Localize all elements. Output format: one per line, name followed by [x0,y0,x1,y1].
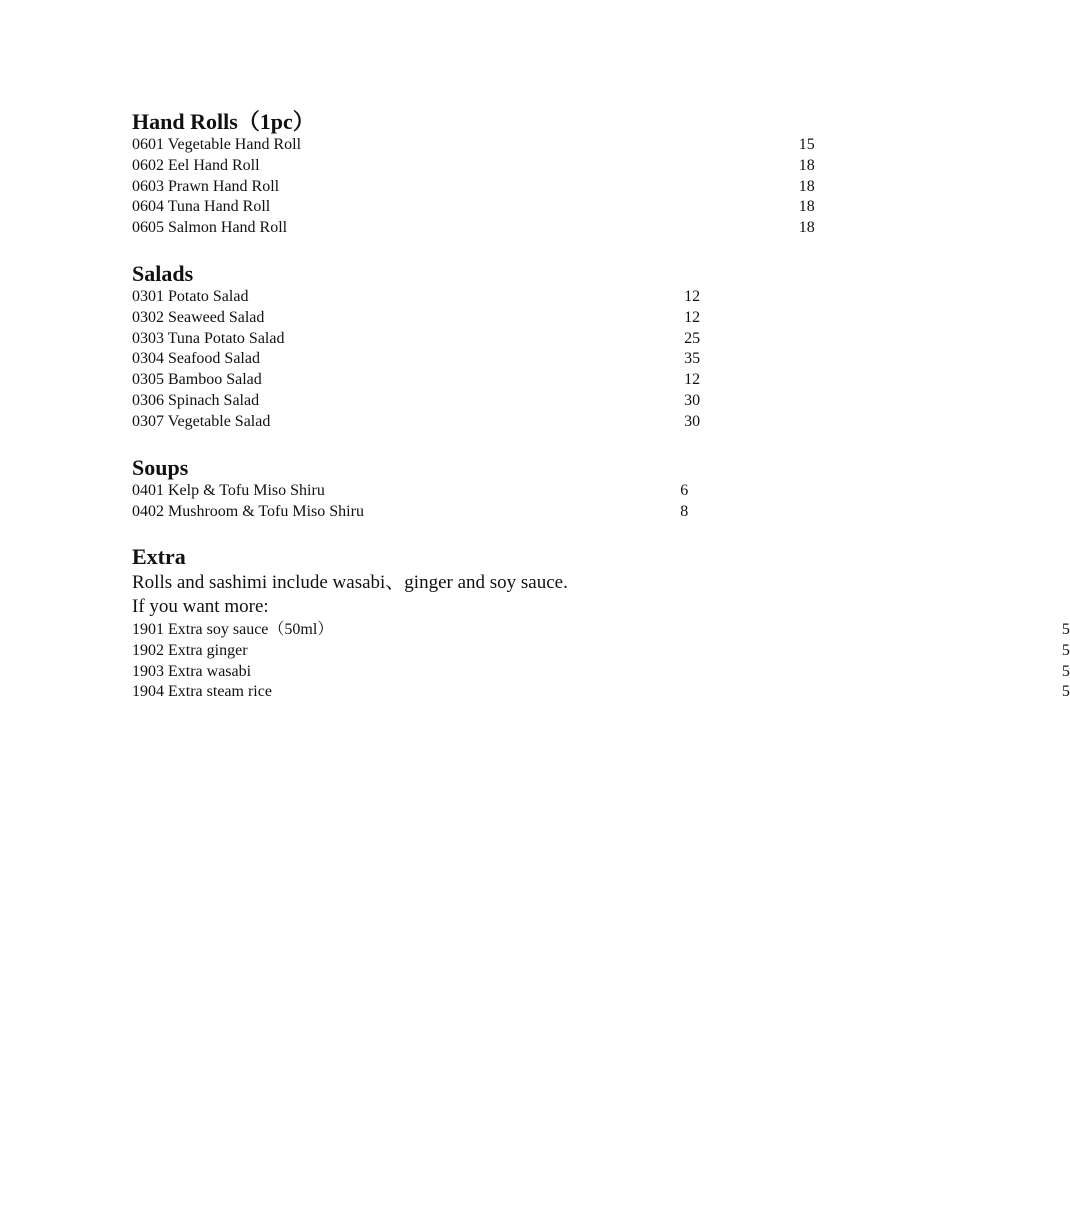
item-price: 35 [684,350,701,368]
menu-item [132,308,701,329]
item-price: 30 [684,412,701,430]
item-price: 6 [680,482,689,499]
menu-item [132,135,815,156]
item-name: 0603 Prawn Hand Roll [132,177,280,195]
item-price: 5 [1061,621,1070,638]
item-price: 18 [798,219,815,237]
menu-item [132,662,1070,683]
menu-item [132,370,701,391]
item-name: 0307 Vegetable Salad [132,412,271,430]
item-price: 12 [684,308,701,326]
item-price: 8 [680,502,689,520]
menu-item [132,412,701,433]
note-line: Rolls and sashimi include wasabi、ginger and soy sauce. [132,572,568,593]
menu-item [132,641,1070,662]
menu-item [132,197,815,218]
item-name: 1901 Extra soy sauce（50ml） [132,621,334,638]
item-price: 5 [1061,662,1070,680]
item-list [132,620,1070,703]
section-title: Soups [132,455,189,480]
item-name: 0302 Seaweed Salad [132,308,265,326]
item-name: 1903 Extra wasabi [132,662,252,680]
item-list [132,481,689,523]
menu-item [132,156,815,177]
menu-item [132,620,1070,641]
menu-item [132,218,815,239]
extra-notes [132,571,568,619]
item-name: 1902 Extra ginger [132,641,248,659]
menu-item [132,682,1070,703]
item-price: 12 [684,371,701,389]
item-name: 0303 Tuna Potato Salad [132,329,285,347]
section-soups [132,455,689,523]
section-title: Salads [132,261,194,286]
section-extra [132,544,1070,703]
item-name: 0301 Potato Salad [132,288,249,305]
item-name: 0601 Vegetable Hand Roll [132,136,302,153]
menu-item [132,502,689,523]
section-hand-rolls [132,109,815,239]
note-line: If you want more: [132,596,269,617]
item-name: 1904 Extra steam rice [132,683,272,701]
item-price: 12 [684,288,701,305]
item-price: 15 [798,136,815,153]
item-name: 0602 Eel Hand Roll [132,156,260,174]
item-price: 18 [798,177,815,195]
menu-item [132,481,689,502]
item-list [132,135,815,239]
item-price: 30 [684,391,701,409]
section-title: Hand Rolls（1pc） [132,109,315,134]
menu-item [132,287,701,308]
item-price: 18 [798,198,815,216]
item-name: 0605 Salmon Hand Roll [132,219,288,237]
item-name: 0306 Spinach Salad [132,391,260,409]
item-name: 0604 Tuna Hand Roll [132,198,271,216]
item-price: 18 [798,156,815,174]
item-name: 0304 Seafood Salad [132,350,260,368]
item-price: 5 [1061,641,1070,659]
menu-item [132,391,701,412]
item-price: 5 [1061,683,1070,701]
menu-item [132,177,815,198]
item-list [132,287,701,433]
item-name: 0401 Kelp & Tofu Miso Shiru [132,482,325,499]
section-title: Extra [132,544,186,569]
menu-item [132,349,701,370]
item-name: 0305 Bamboo Salad [132,371,262,389]
section-salads [132,261,701,433]
item-price: 25 [684,329,701,347]
item-name: 0402 Mushroom & Tofu Miso Shiru [132,502,364,520]
menu-item [132,329,701,350]
